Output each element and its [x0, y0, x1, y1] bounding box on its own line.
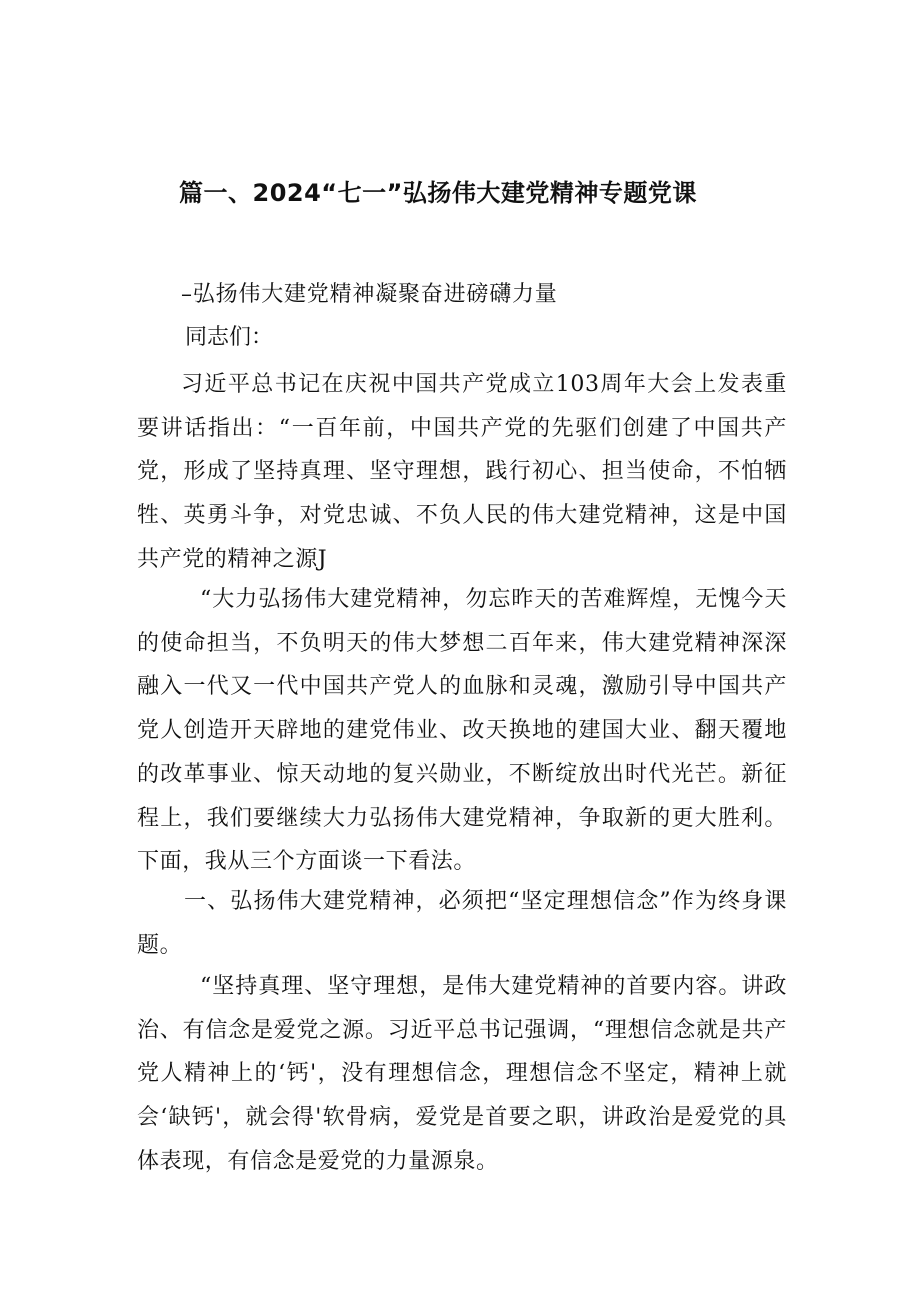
- paragraph-intro-quote: 习近平总书记在庆祝中国共产党成立103周年大会上发表重要讲话指出：“一百年前，中国共产党的先驱们创建了中国共产党，形成了坚持真理、坚守理想，践行初心、担当使命，不怕牺牲、英勇斗争，对党忠诚、不负人民的伟大建党精神，这是中国共产党的精神之源J: [137, 372, 787, 572]
- paragraph-promote-spirit: “大力弘扬伟大建党精神，勿忘昨天的苦难辉煌，无愧今天的使命担当，不负明天的伟大梦想二百年来，伟大建党精神深深融入一代又一代中国共产党人的血脉和灵魂，激励引导中国共产党人创造开天辟地的建党伟业、改天换地的建国大业、翻天覆地的改革事业、惊天动地的复兴勋业，不断绽放出时代光芒。新征程上，我们要继续大力弘扬伟大建党精神，争取新的更大胜利。下面，我从三个方面谈一下看法。: [137, 587, 787, 875]
- salutation: 同志们：: [185, 325, 274, 350]
- document-subtitle: –弘扬伟大建党精神凝聚奋进磅礴力量: [181, 282, 558, 307]
- section-heading-one: 一、弘扬伟大建党精神，必须把“坚定理想信念”作为终身课题。: [137, 889, 787, 958]
- paragraph-ideals-belief: “坚持真理、坚守理想，是伟大建党精神的首要内容。讲政治、有信念是爱党之源。习近平总书记强调，“理想信念就是共产党人精神上的‘钙'，没有理想信念，理想信念不坚定，精神上就会‘缺钙'，就会得'软骨病，爱党是首要之职，讲政治是爱党的具体表现，有信念是爱党的力量源泉。: [137, 974, 787, 1174]
- document-title: 篇一、2024“七一”弘扬伟大建党精神专题党课: [179, 179, 697, 207]
